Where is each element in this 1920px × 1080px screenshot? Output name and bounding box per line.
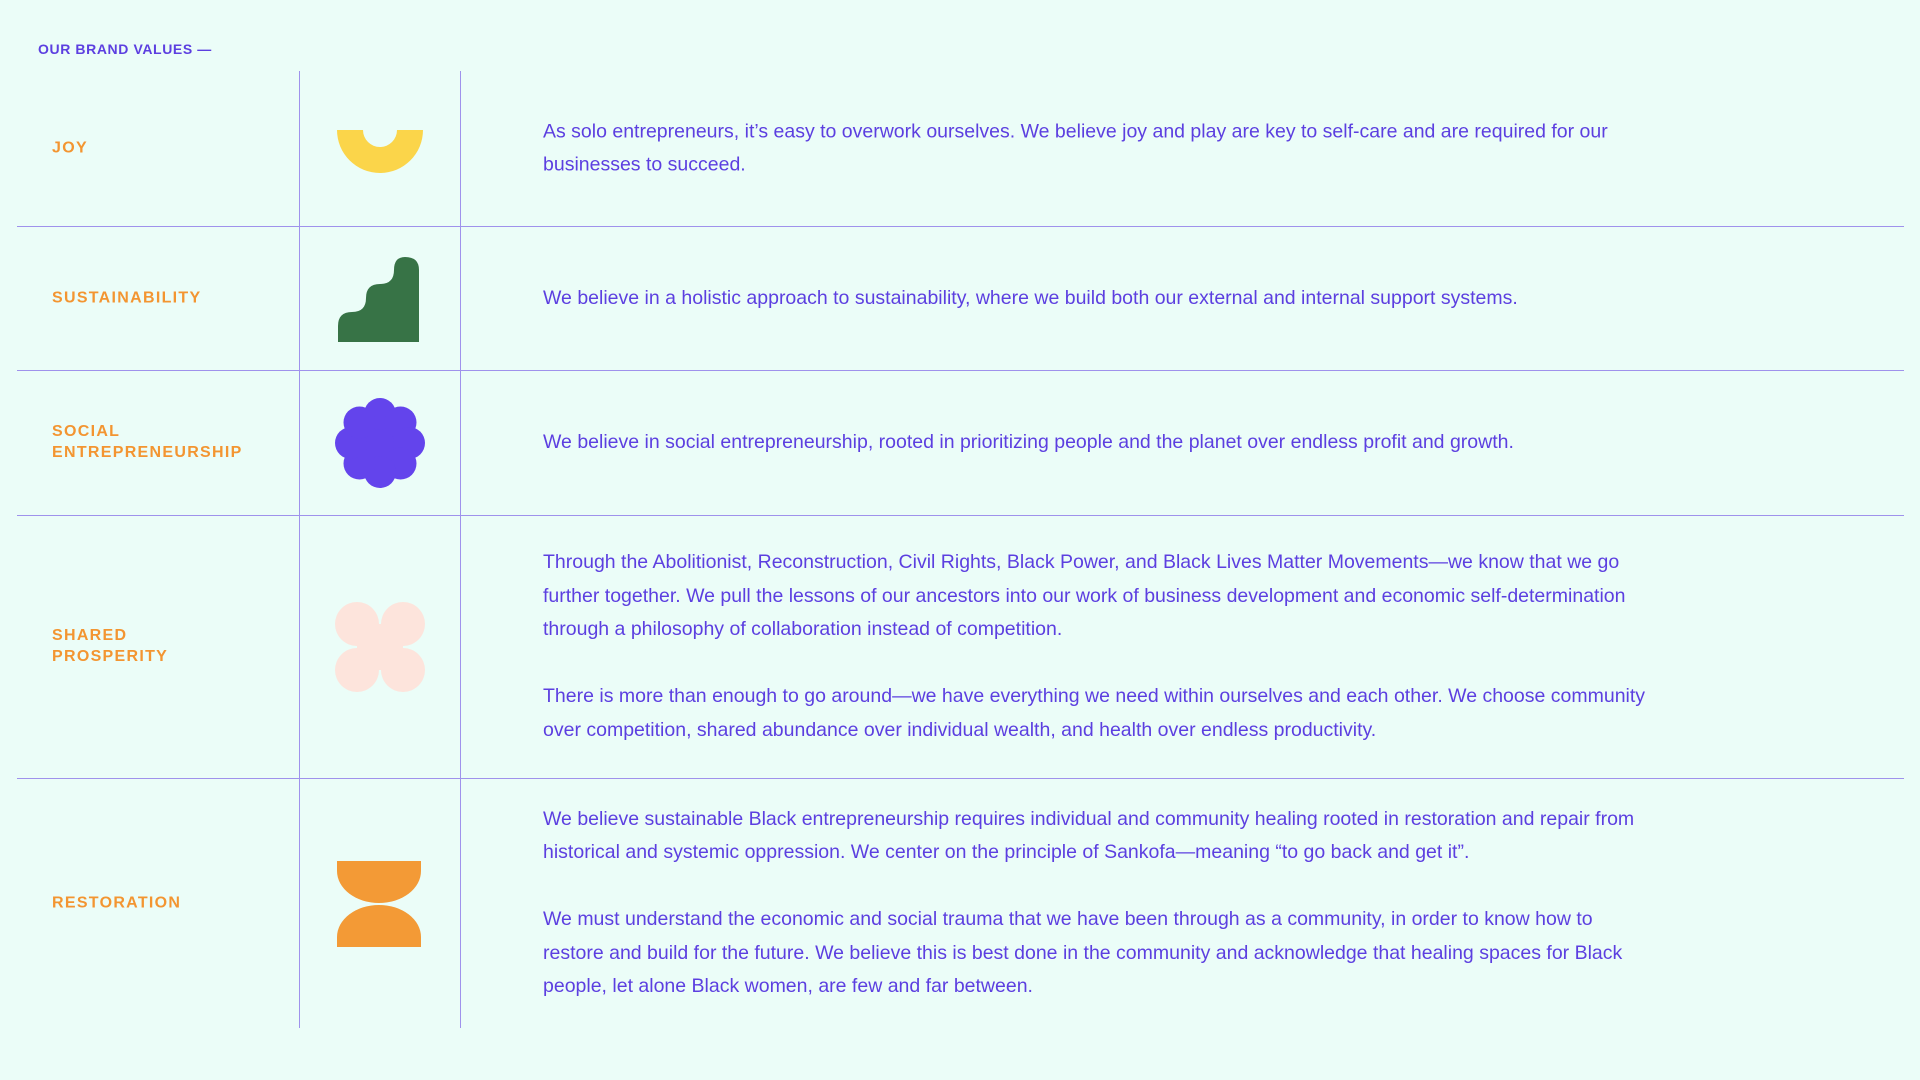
value-paragraph: We believe sustainable Black entrepreneurship requires individual and community healing rooted in restoration and repair from historical and systemic oppression. We center on the principle of Sankofa—meaning “to go back and get it”. xyxy=(543,807,1635,864)
value-row-sustainability xyxy=(17,227,1904,370)
value-description-joy xyxy=(543,115,1653,182)
value-description-social-entrepreneurship xyxy=(543,426,1653,460)
value-description-restoration xyxy=(543,803,1653,1005)
value-description-sustainability xyxy=(543,282,1653,316)
value-icon-cell xyxy=(299,516,460,778)
half-circle-icon xyxy=(335,104,425,194)
flower-icon xyxy=(335,398,425,488)
hourglass-icon xyxy=(335,859,425,949)
value-row-joy xyxy=(17,71,1904,226)
section-title: OUR BRAND VALUES — xyxy=(38,41,212,57)
value-row-shared-prosperity xyxy=(17,516,1904,778)
value-paragraph: We believe in social entrepreneurship, rooted in prioritizing people and the planet over endless profit and growth. xyxy=(543,431,1514,454)
value-label-social-entrepreneurship: SOCIAL ENTREPRENEURSHIP xyxy=(52,423,243,461)
value-icon-cell xyxy=(299,227,460,370)
value-icon-cell xyxy=(299,779,460,1028)
value-row-social-entrepreneurship xyxy=(17,371,1904,515)
value-label-shared-prosperity: SHARED PROSPERITY xyxy=(52,627,169,665)
value-paragraph: Through the Abolitionist, Reconstruction, Civil Rights, Black Power, and Black Lives Matter Movements—we know that we go further together. We pull the lessons of our ancestors into our work of business development and economic self-determination through a philosophy of collaboration instead of competition. xyxy=(543,551,1626,641)
value-label-sustainability: SUSTAINABILITY xyxy=(52,289,202,307)
value-row-restoration xyxy=(17,779,1904,1028)
value-paragraph: We believe in a holistic approach to sustainability, where we build both our external and internal support systems. xyxy=(543,286,1518,309)
value-paragraph: There is more than enough to go around—we have everything we need within ourselves and each other. We choose community over competition, shared abundance over individual wealth, and health over endless productivity. xyxy=(543,685,1646,742)
value-label-restoration: RESTORATION xyxy=(52,894,182,912)
stair-hill-icon xyxy=(335,254,425,344)
value-icon-cell xyxy=(299,371,460,515)
value-paragraph: We must understand the economic and social trauma that we have been through as a community, in order to know how to restore and build for the future. We believe this is best done in the community and acknowledge that healing spaces for Black people, let alone Black women, are few and far between. xyxy=(543,908,1623,998)
value-description-shared-prosperity xyxy=(543,546,1653,748)
value-icon-cell xyxy=(299,71,460,226)
value-label-joy: JOY xyxy=(52,139,88,157)
value-paragraph: As solo entrepreneurs, it’s easy to overwork ourselves. We believe joy and play are key to self-care and are required for our businesses to succeed. xyxy=(543,119,1608,176)
clover-icon xyxy=(334,601,426,693)
